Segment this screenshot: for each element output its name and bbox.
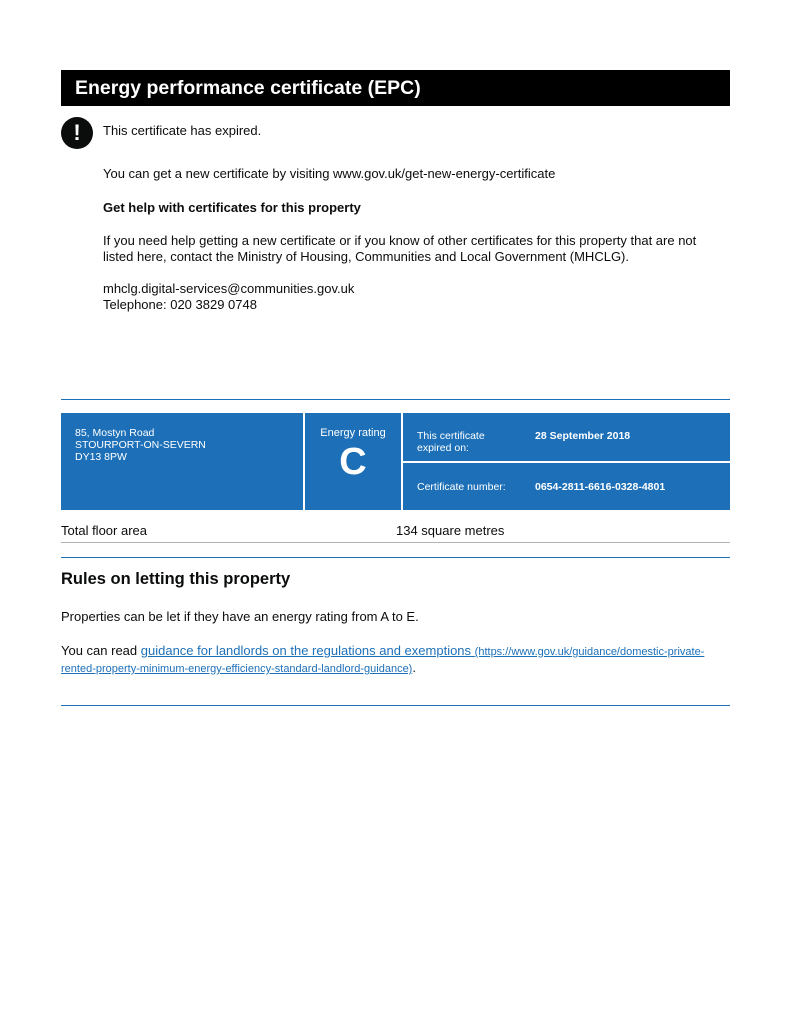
floor-area-value: 134 square metres xyxy=(396,523,505,538)
page-title: Energy performance certificate (EPC) xyxy=(75,77,421,99)
divider xyxy=(61,557,730,558)
guidance-link[interactable] xyxy=(61,643,704,675)
divider xyxy=(61,399,730,400)
rules-text: Properties can be let if they have an energy rating from A to E. xyxy=(61,609,419,624)
contact-telephone: Telephone: 020 3829 0748 xyxy=(103,297,257,312)
address-postcode: DY13 8PW xyxy=(75,451,127,463)
address-line1: 85, Mostyn Road xyxy=(75,427,155,439)
guidance-prefix: You can read xyxy=(61,643,141,658)
certificate-number: 0654-2811-6616-0328-4801 xyxy=(535,481,666,493)
guidance-link-text: guidance for landlords on the regulations and exemptions xyxy=(140,643,472,658)
expiry-label: This certificate expired on: xyxy=(417,430,485,454)
divider xyxy=(61,705,730,706)
floor-area-divider xyxy=(61,542,730,543)
rules-guidance xyxy=(61,643,721,677)
energy-rating-cell xyxy=(305,413,401,510)
expiry-cell xyxy=(403,413,730,461)
new-certificate-text: You can get a new certificate by visiting www.gov.uk/get-new-energy-certificate xyxy=(103,166,556,181)
energy-rating-letter: C xyxy=(339,441,367,483)
expired-text: This certificate has expired. xyxy=(103,123,262,138)
property-address xyxy=(61,413,303,510)
address-line2: STOURPORT-ON-SEVERN xyxy=(75,439,206,451)
title-bar xyxy=(61,70,730,106)
rules-heading: Rules on letting this property xyxy=(61,570,291,588)
certificate-summary xyxy=(61,413,730,510)
certificate-number-label: Certificate number: xyxy=(417,481,506,493)
help-text: If you need help getting a new certificate or if you know of other certificates for this property that are not listed here, contact the Ministry of Housing, Communities and Local Government (MHCLG). xyxy=(103,233,697,264)
floor-area-label: Total floor area xyxy=(61,523,147,538)
guidance-suffix: . xyxy=(412,660,416,675)
certificate-number-cell xyxy=(403,463,730,510)
guidance-link-url: (https://www.gov.uk/guidance/domestic-private-rented-property-minimum-energy-efficiency-standard-landlord-guidance) xyxy=(61,646,705,675)
contact-email: mhclg.digital-services@communities.gov.uk xyxy=(103,281,355,296)
exclamation-icon: ! xyxy=(61,117,93,149)
help-heading: Get help with certificates for this property xyxy=(103,200,361,215)
energy-rating-label: Energy rating xyxy=(320,427,386,439)
expiry-date: 28 September 2018 xyxy=(535,430,631,442)
